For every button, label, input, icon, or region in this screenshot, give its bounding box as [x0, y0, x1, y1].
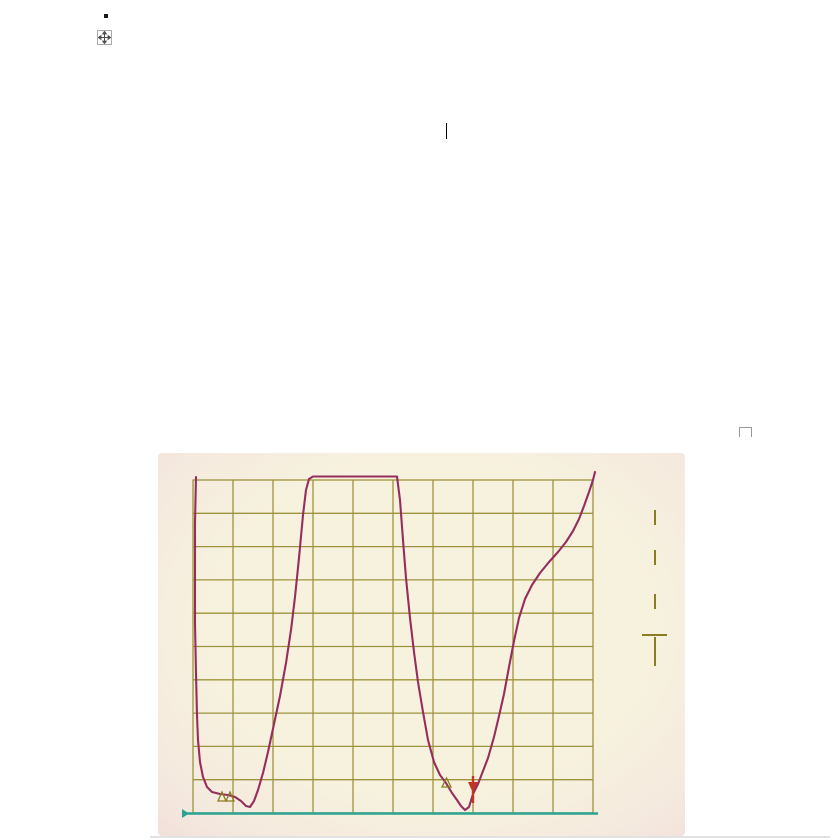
swr-trace: [195, 472, 595, 810]
reference-line: [182, 809, 598, 818]
analyzer-screen-image[interactable]: [158, 453, 685, 836]
softkey-connector-line: [654, 510, 656, 525]
softkey-connector-line: [654, 637, 656, 666]
outline-bullet-icon: [104, 14, 108, 18]
text-cursor-caret: [446, 123, 447, 139]
softkey-connector-line: [654, 550, 656, 565]
softkey-connector-line: [654, 594, 656, 609]
softkey-marker-4-underline: [642, 634, 667, 636]
page-edge-line: [150, 836, 830, 838]
graticule-grid: [193, 480, 593, 813]
move-arrows-icon: [98, 31, 111, 44]
table-move-handle[interactable]: [97, 30, 112, 45]
page-title[interactable]: [114, 5, 116, 29]
swr-plot: [158, 453, 685, 836]
table-resize-handle[interactable]: [739, 427, 752, 437]
